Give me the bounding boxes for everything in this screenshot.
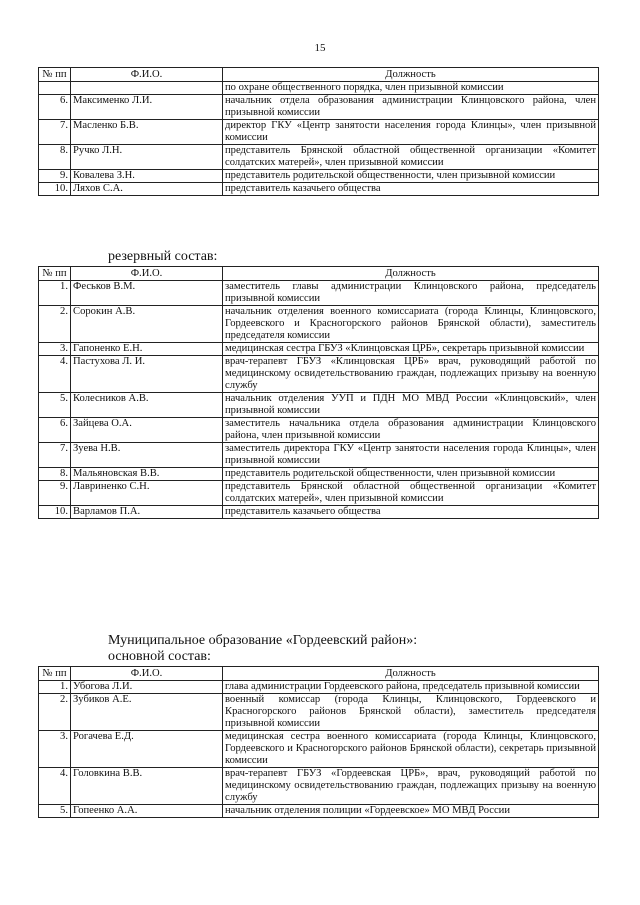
table-row [39,418,599,443]
table-row [39,731,599,768]
table-continuation [38,67,599,196]
table-row [39,468,599,481]
row-name: Максименко Л.И. [71,95,223,120]
row-name: Лавриненко С.Н. [71,481,223,506]
table-row [39,393,599,418]
row-position: глава администрации Гордеевского района, председатель призывной комиссии [223,681,599,694]
row-num: 6. [39,95,71,120]
header-position: Должность [223,68,599,82]
table-row [39,343,599,356]
row-name: Пастухова Л. И. [71,356,223,393]
row-position: начальник отделения полиции «Гордеевское» МО МВД России [223,805,599,818]
table-header-row [39,68,599,82]
row-position: медицинская сестра ГБУЗ «Клинцовская ЦРБ», секретарь призывной комиссии [223,343,599,356]
row-name: Варламов П.А. [71,506,223,519]
header-name: Ф.И.О. [71,68,223,82]
row-position: по охране общественного порядка, член призывной комиссии [223,82,599,95]
table-row [39,120,599,145]
row-num: 2. [39,306,71,343]
row-num: 9. [39,170,71,183]
table-row [39,82,599,95]
main-section-label: основной состав: [108,649,211,664]
row-name: Зубиков А.Е. [71,694,223,731]
row-num: 4. [39,356,71,393]
header-num: № пп [39,68,71,82]
row-name: Гопеенко А.А. [71,805,223,818]
row-num: 8. [39,145,71,170]
table-row [39,681,599,694]
row-num: 8. [39,468,71,481]
row-num: 3. [39,343,71,356]
row-name: Гапоненко Е.Н. [71,343,223,356]
row-num: 7. [39,443,71,468]
municipality-label: Муниципальное образование «Гордеевский район»: [108,633,418,648]
row-name [71,82,223,95]
table-row [39,768,599,805]
row-position: представитель казачьего общества [223,506,599,519]
row-name: Сорокин А.В. [71,306,223,343]
row-position: представитель родительской общественности, член призывной комиссии [223,170,599,183]
page-number: 15 [314,42,326,54]
row-position: представитель Брянской областной общественной организации «Комитет солдатских матерей», член призывной комиссии [223,481,599,506]
row-position: заместитель начальника отдела образования администрации Клинцовского района, член призывной комиссии [223,418,599,443]
row-num: 10. [39,183,71,196]
row-position: директор ГКУ «Центр занятости населения города Клинцы», член призывной комиссии [223,120,599,145]
row-name: Ковалева З.Н. [71,170,223,183]
row-position: представитель Брянской областной общественной организации «Комитет солдатских матерей», член призывной комиссии [223,145,599,170]
header-name: Ф.И.О. [71,267,223,281]
row-num: 7. [39,120,71,145]
row-name: Колесников А.В. [71,393,223,418]
row-num: 9. [39,481,71,506]
row-num: 10. [39,506,71,519]
table-row [39,95,599,120]
row-name: Масленко Б.В. [71,120,223,145]
table-row [39,443,599,468]
row-name: Зуева Н.В. [71,443,223,468]
table-gordeevsky [38,666,599,818]
table-row [39,183,599,196]
row-position: представитель родительской общественности, член призывной комиссии [223,468,599,481]
row-num: 3. [39,731,71,768]
row-position: медицинская сестра военного комиссариата (города Клинцы, Клинцовского, Гордеевского и Красногорского районов Брянской области), секретарь призывной комиссии [223,731,599,768]
row-num: 5. [39,805,71,818]
header-position: Должность [223,267,599,281]
row-name: Рогачева Е.Д. [71,731,223,768]
table-header-row [39,267,599,281]
row-name: Мальяновская В.В. [71,468,223,481]
header-position: Должность [223,667,599,681]
row-name: Зайцева О.А. [71,418,223,443]
table-row [39,694,599,731]
row-name: Ляхов С.А. [71,183,223,196]
row-name: Убогова Л.И. [71,681,223,694]
row-position: заместитель главы администрации Клинцовского района, председатель призывной комиссии [223,281,599,306]
row-position: заместитель директора ГКУ «Центр занятости населения города Клинцы», член призывной комиссии [223,443,599,468]
header-num: № пп [39,267,71,281]
table-header-row [39,667,599,681]
table-row [39,506,599,519]
table-row [39,170,599,183]
table-row [39,145,599,170]
table-row [39,306,599,343]
table-row [39,356,599,393]
row-num: 1. [39,281,71,306]
row-num: 6. [39,418,71,443]
row-num: 4. [39,768,71,805]
row-num [39,82,71,95]
header-num: № пп [39,667,71,681]
row-name: Феськов В.М. [71,281,223,306]
table-row [39,481,599,506]
table-row [39,281,599,306]
row-position: врач-терапевт ГБУЗ «Гордеевская ЦРБ», врач, руководящий работой по медицинскому освидетельствованию граждан, подлежащих призыву на военную службу [223,768,599,805]
row-num: 2. [39,694,71,731]
table-reserve [38,266,599,519]
row-position: начальник отдела образования администрации Клинцовского района, член призывной комиссии [223,95,599,120]
row-position: военный комиссар (города Клинцы, Клинцовского, Гордеевского и Красногорского районов Брянской области), заместитель председателя призывной комиссии [223,694,599,731]
row-name: Ручко Л.Н. [71,145,223,170]
header-name: Ф.И.О. [71,667,223,681]
row-num: 1. [39,681,71,694]
row-num: 5. [39,393,71,418]
reserve-section-label: резервный состав: [108,249,218,264]
row-position: начальник отделения военного комиссариата (города Клинцы, Клинцовского, Гордеевского и Красногорского районов Брянской области), заместитель председателя комиссии [223,306,599,343]
row-name: Головкина В.В. [71,768,223,805]
row-position: представитель казачьего общества [223,183,599,196]
table-row [39,805,599,818]
row-position: врач-терапевт ГБУЗ «Клинцовская ЦРБ» врач, руководящий работой по медицинскому освидетельствованию граждан, подлежащих призыву на военную службу [223,356,599,393]
row-position: начальник отделения УУП и ПДН МО МВД России «Клинцовский», член призывной комиссии [223,393,599,418]
